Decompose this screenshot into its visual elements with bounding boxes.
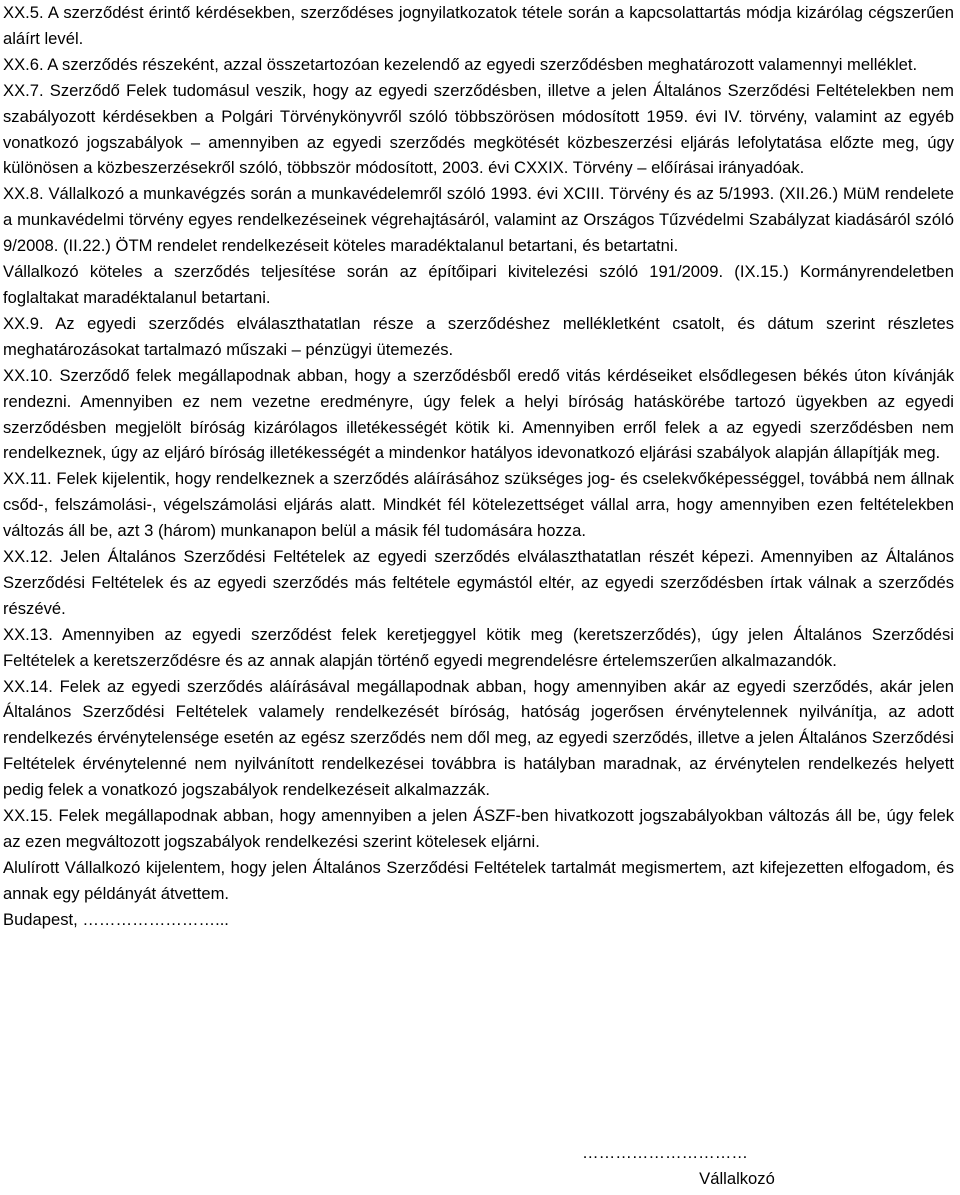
paragraph-xx8: XX.8. Vállalkozó a munkavégzés során a munkavédelemről szóló 1993. évi XCIII. Törvény és az 5/1993. (XII.26.) MüM rendelete a munkavédelmi törvény egyes rendelkezéseinek végrehajtásáról, valamint az Országos Tűzvédelmi Szabályzat kiadásáról szóló 9/2008. (II.22.) ÖTM rendelet rendelkezéseit köteles maradéktalanul betartani, és betartatni. (3, 184, 954, 256)
declaration-paragraph: Alulírott Vállalkozó kijelentem, hogy jelen Általános Szerződési Feltételek tartalmát megismertem, azt kifejezetten elfogadom, és annak egy példányát átvettem. (3, 857, 954, 903)
paragraph-xx5: XX.5. A szerződést érintő kérdésekben, szerződéses jognyilatkozatok tétele során a kapcsolattartás módja kizárólag cégszerűen aláírt levél. (3, 3, 954, 48)
paragraph-xx14: XX.14. Felek az egyedi szerződés aláírásával megállapodnak abban, hogy amennyiben akár az egyedi szerződés, akár jelen Általános Szerződési Feltételek valamely rendelkezését bíróság, hatóság jogerősen érvénytelennek nyilvánítja, az adott rendelkezés érvénytelensége esetén az egész szerződés nem dől meg, az egyedi szerződés, illetve a jelen Általános Szerződési Feltételek érvénytelenné nem nyilvánított rendelkezései továbbra is hatályban maradnak, az érvénytelen rendelkezés helyett pedig felek a vonatkozó jogszabályok rendelkezéseit alkalmazzák. (3, 676, 954, 800)
paragraph-xx8-continued: Vállalkozó köteles a szerződés teljesítése során az építőipari kivitelezési szóló 191/2009. (IX.15.) Kormányrendeletben foglaltakat maradéktalanul betartani. (3, 262, 954, 307)
place-date-line: Budapest, ……………………... (3, 909, 229, 929)
paragraph-xx12: XX.12. Jelen Általános Szerződési Feltételek az egyedi szerződés elválaszthatatlan részét képezi. Amennyiben az Általános Szerződési Feltételek és az egyedi szerződés más feltétele egymástól eltér, az egyedi szerződésben írtak válnak a szerződés részévé. (3, 547, 954, 618)
signature-block (562, 1140, 842, 1192)
signature-role-label: Vállalkozó (699, 1168, 775, 1188)
signature-line: ………………………… (582, 1143, 748, 1162)
paragraph-xx15: XX.15. Felek megállapodnak abban, hogy amennyiben a jelen ÁSZF-ben hivatkozott jogszabályokban változás áll be, úgy felek az ezen megváltozott jogszabályok rendelkezési szerint kötelesek eljárni. (3, 806, 954, 851)
paragraph-xx13: XX.13. Amennyiben az egyedi szerződést felek keretjeggyel kötik meg (keretszerződés), úgy jelen Általános Szerződési Feltételek a keretszerződésre és az annak alapján történő egyedi megrendelésre értelemszerűen alkalmazandók. (3, 624, 954, 670)
paragraph-xx6: XX.6. A szerződés részeként, azzal összetartozóan kezelendő az egyedi szerződésben meghatározott valamennyi melléklet. (3, 54, 918, 74)
paragraph-xx7: XX.7. Szerződő Felek tudomásul veszik, hogy az egyedi szerződésben, illetve a jelen Általános Szerződési Feltételekben nem szabályozott kérdésekben a Polgári Törvénykönyvről szóló többszörösen módosított 1959. évi IV. törvény, valamint az egyéb vonatkozó jogszabályok – amennyiben az egyedi szerződés megkötését közbeszerzési eljárás lefolytatása előzte meg, úgy különösen a közbeszerzésekről szóló, többször módosított, 2003. évi CXXIX. Törvény – előírásai irányadóak. (3, 80, 954, 178)
paragraph-xx11: XX.11. Felek kijelentik, hogy rendelkeznek a szerződés aláírásához szükséges jog- és cselekvőképességgel, továbbá nem állnak csőd-, felszámolási-, végelszámolási eljárás alatt. Mindkét fél kötelezettséget vállal arra, hogy amennyiben ezen feltételekben változás áll be, azt 3 (három) munkanapon belül a másik fél tudomására hozza. (3, 469, 954, 541)
paragraph-xx9: XX.9. Az egyedi szerződés elválaszthatatlan része a szerződéshez mellékletként csatolt, és dátum szerint részletes meghatározásokat tartalmazó műszaki – pénzügyi ütemezés. (3, 313, 954, 359)
paragraph-xx10: XX.10. Szerződő felek megállapodnak abban, hogy a szerződésből eredő vitás kérdéseiket elsődlegesen békés úton kívánják rendezni. Amennyiben ez nem vezetne eredményre, úgy felek a helyi bíróság hatáskörébe tartozó ügyekben az egyedi szerződésben megjelölt bíróság kizárólagos illetékességét kötik ki. Amennyiben erről felek a az egyedi szerződésben nem rendelkeznek, úgy az eljáró bíróság illetékességét a mindenkor hatályos idevonatkozó eljárási szabályok alapján állapítják meg. (3, 365, 954, 463)
